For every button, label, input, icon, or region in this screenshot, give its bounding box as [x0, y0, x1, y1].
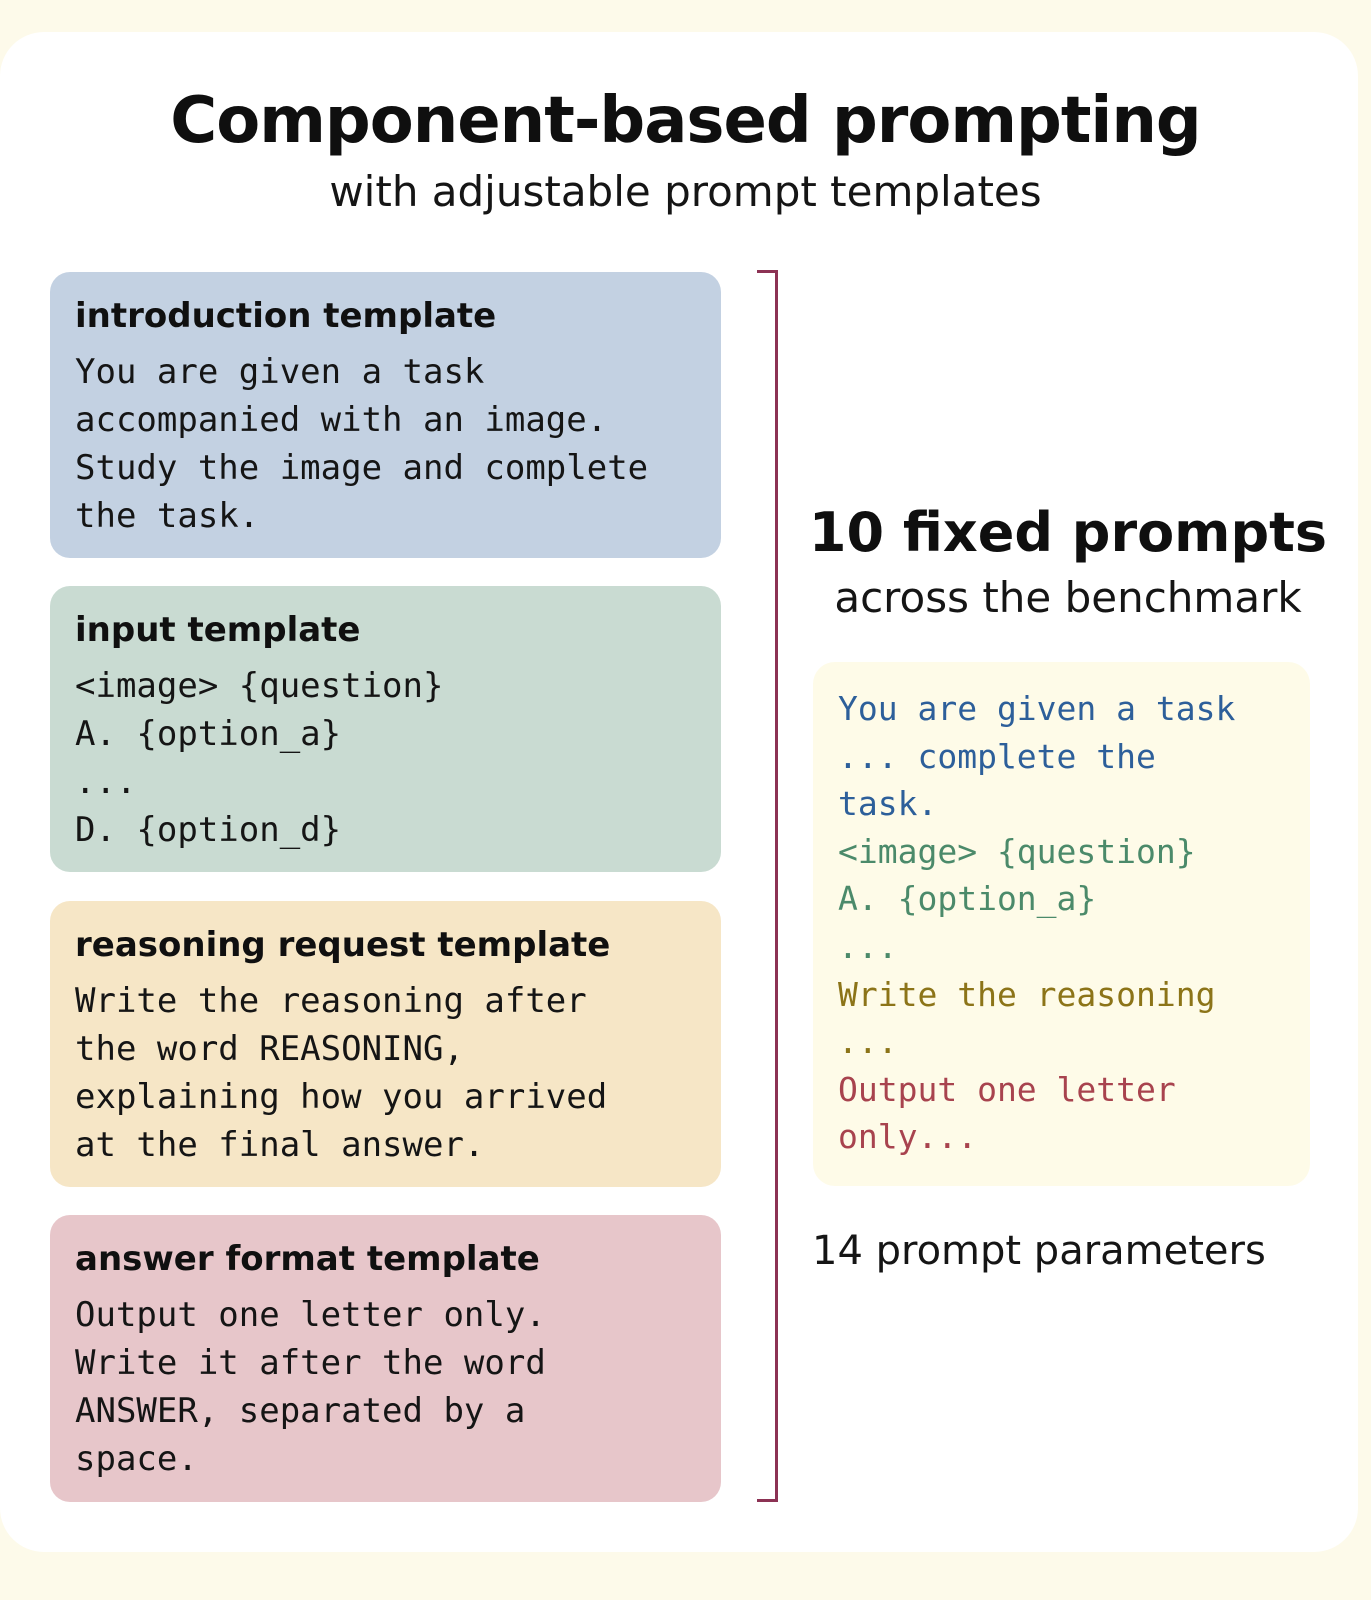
grouping-bracket	[757, 270, 778, 1502]
answer-format-template-text: Output one letter only. Write it after the word ANSWER, separated by a space.	[75, 1295, 546, 1479]
answer-format-template-box	[50, 1215, 721, 1502]
combined-prompt-line: You are given a task	[838, 689, 1236, 728]
introduction-template-title: introduction template	[75, 296, 497, 336]
input-template-text: <image> {question} A. {option_a} ... D. {option_d}	[75, 666, 444, 850]
reasoning-request-template-box	[50, 901, 721, 1187]
prompt-parameters-label: 14 prompt parameters	[812, 1228, 1266, 1274]
combined-prompt-line: Output one letter	[838, 1069, 1176, 1109]
figure-subtitle: with adjustable prompt templates	[329, 167, 1042, 216]
combined-prompt-line: A. {option_a}	[838, 879, 1097, 919]
combined-prompt-box	[813, 662, 1310, 1186]
reasoning-request-template-title: reasoning request template	[75, 925, 611, 965]
combined-prompt-line: ...	[838, 1022, 898, 1062]
combined-prompt-line: task.	[838, 784, 938, 824]
input-template-title: input template	[75, 610, 361, 650]
figure-title: Component-based prompting	[170, 84, 1201, 158]
introduction-template-text: You are given a task accompanied with an image. Study the image and complete the task.	[75, 352, 649, 536]
fixed-prompts-heading: 10 fixed prompts	[808, 501, 1328, 564]
answer-format-template-title: answer format template	[75, 1239, 540, 1279]
input-template-box	[50, 586, 721, 872]
combined-prompt-line: <image> {question}	[838, 831, 1196, 871]
reasoning-request-template-text: Write the reasoning after the word REASONING, explaining how you arrived at the final answer.	[75, 981, 608, 1165]
combined-prompt-line: ...	[838, 926, 898, 966]
combined-prompt-line: only...	[838, 1117, 978, 1157]
introduction-template-box	[50, 272, 721, 558]
fixed-prompts-subheading: across the benchmark	[834, 573, 1302, 622]
combined-prompt-line: Write the reasoning	[838, 974, 1216, 1014]
combined-prompt-line: ... complete the	[838, 736, 1156, 776]
